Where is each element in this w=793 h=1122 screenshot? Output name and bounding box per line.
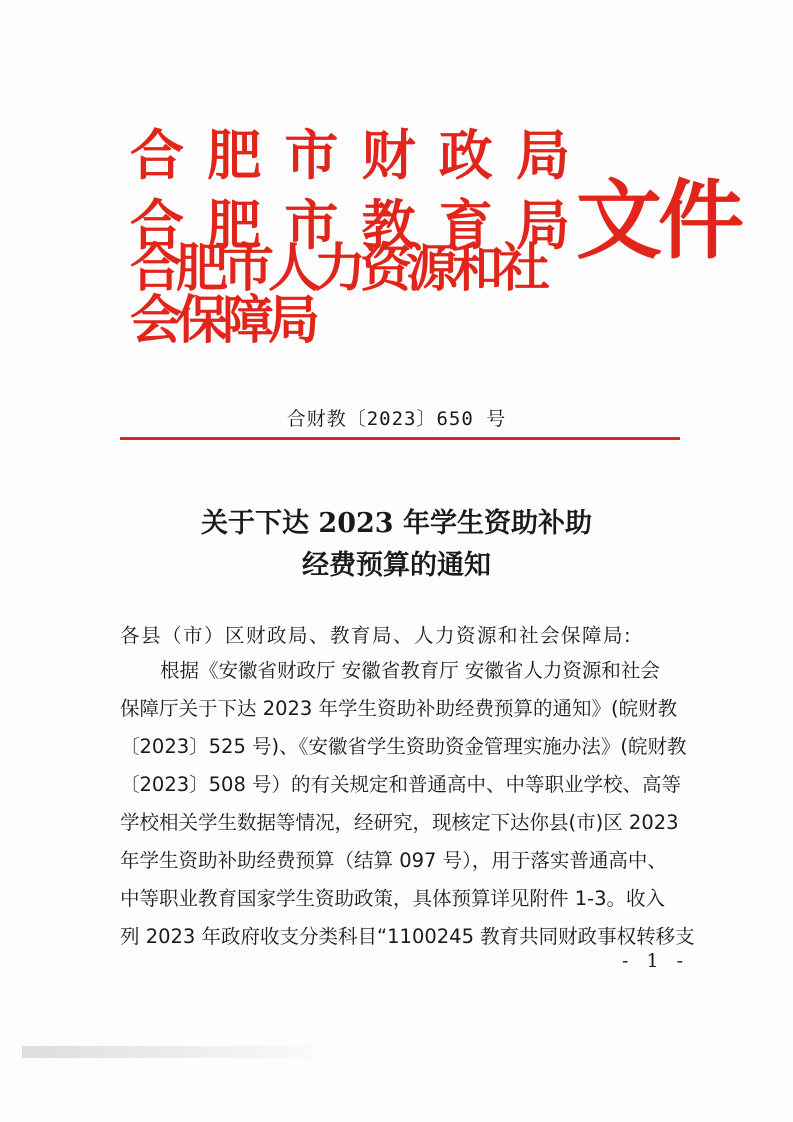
org-char: 市 bbox=[284, 123, 339, 187]
body-line: 根据《安徽省财政厅 安徽省教育厅 安徽省人力资源和社会 bbox=[160, 659, 660, 682]
title-line-2: 经费预算的通知 bbox=[302, 550, 491, 581]
body-line: 中等职业教育国家学生资助政策，具体预算详见附件 1-3。收入 bbox=[120, 887, 666, 910]
body-line: 〔2023〕508 号）的有关规定和普通高中、中等职业学校、高等 bbox=[120, 773, 682, 796]
org-char: 局 bbox=[515, 123, 570, 187]
body-line: 列 2023 年政府收支分类科目“1100245 教育共同财政事权转移支 bbox=[120, 925, 695, 948]
title-line-1: 关于下达 2023 年学生资助补助 bbox=[201, 508, 592, 539]
org-char: 育 bbox=[438, 193, 493, 257]
org-char: 局 bbox=[515, 193, 570, 257]
org-char: 市 bbox=[284, 193, 339, 257]
page-number: - 1 - bbox=[622, 950, 690, 972]
document-number: 合财教〔2023〕650 号 bbox=[286, 408, 507, 430]
scan-artifact bbox=[22, 1046, 312, 1058]
document-title bbox=[0, 503, 793, 587]
red-divider bbox=[120, 437, 680, 440]
body-line: 学校相关学生数据等情况，经研究，现核定下达你县(市)区 2023 bbox=[120, 811, 679, 834]
org-char: 肥 bbox=[207, 123, 262, 187]
body-line: 年学生资助补助经费预算（结算 097 号），用于落实普通高中、 bbox=[120, 849, 667, 872]
org-line-finance bbox=[130, 120, 570, 190]
org-char: 教 bbox=[361, 193, 416, 257]
issuing-authorities bbox=[130, 120, 570, 351]
body-text bbox=[120, 652, 695, 956]
org-char: 合 bbox=[130, 123, 184, 187]
body-line: 保障厅关于下达 2023 年学生资助补助经费预算的通知》(皖财教 bbox=[120, 697, 678, 720]
org-char: 合 bbox=[130, 193, 184, 257]
addressee: 各县（市）区财政局、教育局、人力资源和社会保障局: bbox=[120, 624, 633, 647]
org-char: 肥 bbox=[207, 193, 262, 257]
org-char: 财 bbox=[361, 123, 416, 187]
org-char: 政 bbox=[438, 123, 493, 187]
body-line: 〔2023〕525 号)、《安徽省学生资助资金管理实施办法》(皖财教 bbox=[120, 735, 687, 758]
org-line-hrss: 合肥市人力资源和社会保障局 bbox=[130, 238, 545, 351]
document-word: 文件 bbox=[576, 170, 740, 271]
